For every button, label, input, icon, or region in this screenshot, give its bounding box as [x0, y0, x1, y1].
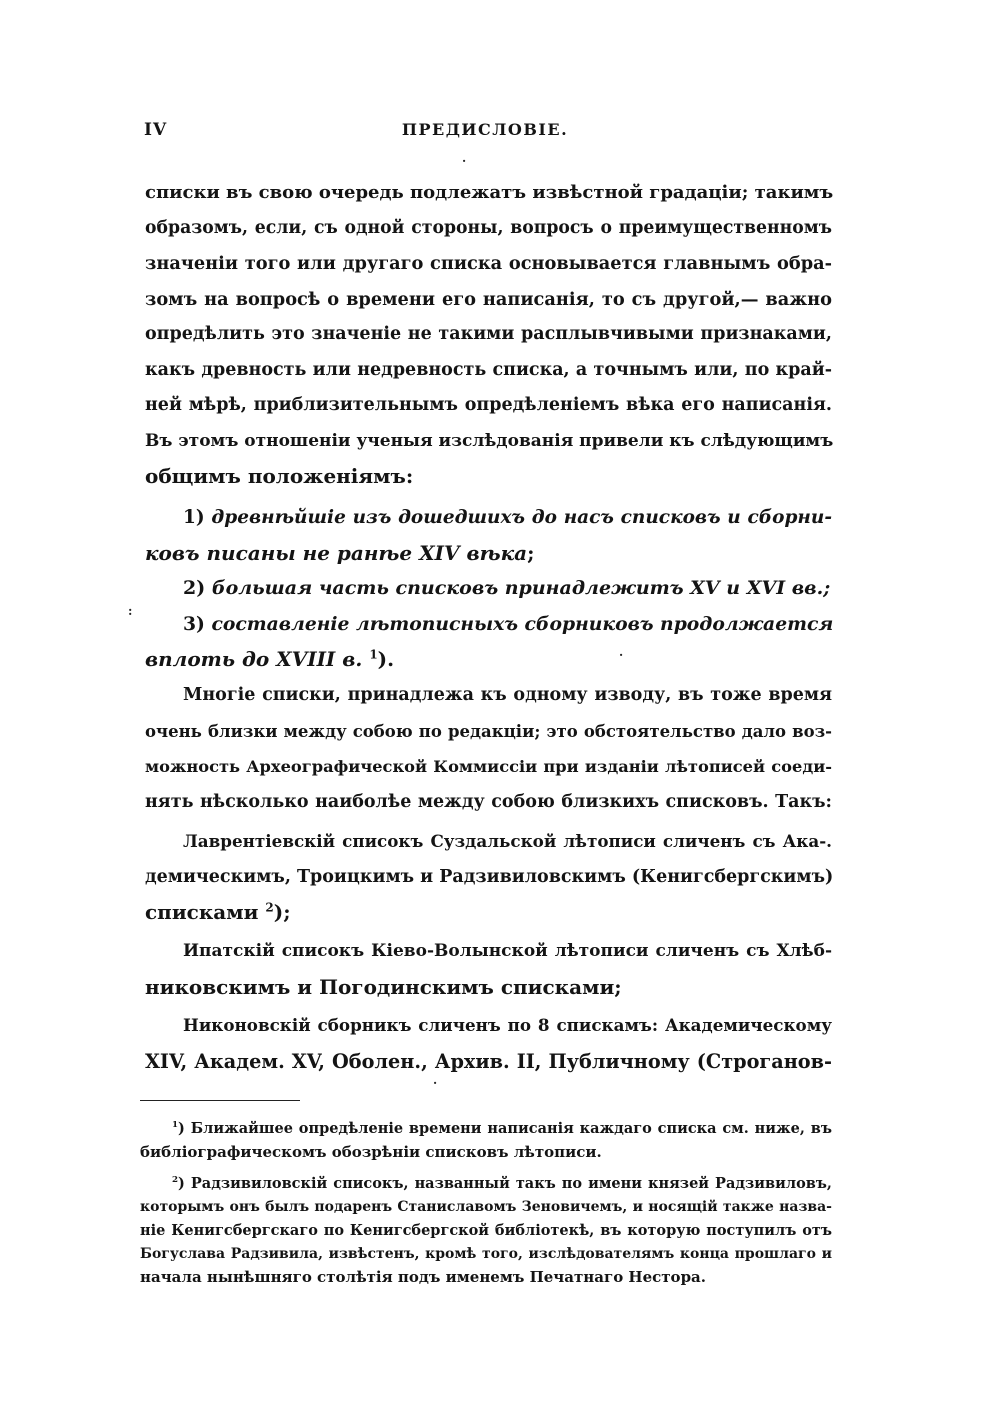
footnote-2-line: начала нынѣшняго столѣтія подъ именемъ Печатнаго Нестора. — [140, 1268, 706, 1286]
footnote-mark: 1 — [172, 1120, 179, 1131]
paragraph-5 — [145, 1008, 832, 1079]
footnote-1-line: библіографическомъ обозрѣніи списковъ лѣтописи. — [140, 1142, 602, 1161]
text-line: Въ этомъ отношеніи ученыя изслѣдованія привели къ слѣдующимъ — [145, 430, 834, 451]
footnote-2-line: которымъ онъ былъ подаренъ Станиславомъ Зеновичемъ, и носящій также назва- — [140, 1198, 832, 1215]
paragraph-1 — [145, 175, 832, 495]
text-line: Никоновскій сборникъ сличенъ по 8 спискамъ: Академическому — [183, 1015, 832, 1035]
running-header — [140, 120, 830, 150]
text-line: демическимъ, Троицкимъ и Радзивиловскимъ (Кенигсбергскимъ) — [145, 866, 834, 887]
text-line: ней мѣрѣ, приблизительнымъ опредѣленіемъ вѣка его написанія. — [145, 395, 832, 415]
list-item-3-line — [145, 642, 832, 678]
list-item-2-line — [145, 571, 832, 607]
list-item-text: составленіе лѣтописныхъ сборниковъ продолжается — [211, 612, 834, 635]
text-line: никовскимъ и Погодинскимъ списками; — [145, 974, 622, 999]
paragraph-3 — [145, 824, 832, 931]
list-item-punct: ; — [527, 540, 535, 565]
paragraph-4 — [145, 934, 832, 1005]
conclusions-list — [145, 500, 832, 678]
text-line: какъ древность или недревность списка, а точнымъ или, по край- — [145, 359, 832, 380]
footnote-divider — [140, 1100, 300, 1101]
text-line: нять нѣсколько наиболѣе между собою близкихъ списковъ. Такъ: — [145, 791, 832, 812]
ink-speck: · — [619, 648, 624, 662]
text-segment: ); — [273, 900, 291, 924]
text-line: очень близки между собою по редакціи; это обстоятельство дало воз- — [145, 721, 832, 741]
list-item-number: 2) — [183, 577, 206, 599]
list-item-text: большая часть списковъ принадлежитъ XV и XVI вв.; — [211, 577, 831, 599]
footnotes — [140, 1117, 832, 1290]
ink-speck: · — [462, 154, 467, 168]
text-line: Ипатскій списокъ Кіево-Волынской лѣтописи сличенъ съ Хлѣб- — [183, 941, 832, 961]
footnote-text: Радзивиловскій списокъ, названный такъ по имени князей Радзивиловъ, — [190, 1175, 832, 1192]
page-title: ПРЕДИСЛОВІЕ. — [401, 120, 569, 139]
text-line: можность Археографической Коммиссіи при изданіи лѣтописей соеди- — [145, 757, 832, 776]
ink-speck: · — [433, 1076, 438, 1090]
paragraph-2 — [145, 678, 832, 820]
list-item-number: 3) — [183, 612, 205, 635]
footnote-ref-2: 2 — [265, 900, 274, 915]
footnote-mark: 2 — [172, 1175, 179, 1186]
text-line: опредѣлить это значеніе не такими расплывчивыми признаками, — [145, 324, 832, 344]
text-line: Многіе списки, принадлежа къ одному изводу, въ тоже время — [183, 685, 832, 705]
text-line: общимъ положеніямъ: — [145, 464, 414, 488]
text-line: значеніи того или другаго списка основывается главнымъ обра- — [145, 253, 832, 274]
page-number: IV — [144, 120, 168, 140]
list-item-text: ковъ писаны не ранѣе XIV вѣка — [145, 540, 528, 565]
list-item-1-line — [145, 536, 832, 572]
list-item-1-line — [145, 500, 832, 536]
text-line: списки въ свою очередь подлежатъ извѣстной градаціи; такимъ — [145, 182, 834, 203]
text-line: Лаврентіевскій списокъ Суздальской лѣтописи сличенъ съ Ака-. — [183, 831, 832, 851]
text-line — [145, 895, 832, 931]
list-item-text: вплоть до XVIII в. — [145, 647, 363, 671]
footnote-text: Ближайшее опредѣленіе времени написанія каждаго списка см. ниже, въ — [190, 1120, 832, 1137]
text-line: образомъ, если, съ одной стороны, вопросъ о преимущественномъ — [145, 217, 832, 238]
footnote-2-line: Богуслава Радзивила, извѣстенъ, кромѣ того, изслѣдователямъ конца прошлаго и — [140, 1245, 832, 1262]
list-item-text: древнѣйшіе изъ дошедшихъ до насъ списковъ и сборни- — [211, 507, 832, 528]
list-item-punct: ). — [377, 647, 395, 671]
footnote-ref-1: 1 — [369, 647, 378, 662]
text-segment: списками — [145, 900, 259, 924]
footnote-2-line: ніе Кенигсбергскаго по Кенигсбергской библіотекѣ, въ которую поступилъ отъ — [140, 1222, 832, 1239]
text-line: XIV, Академ. XV, Оболен., Архив. II, Публичному (Строганов- — [145, 1049, 832, 1073]
list-item-number: 1) — [183, 507, 205, 528]
footnote-2-line: $^2$) Радзивиловскій списокъ, названный такъ по имени князей Радзивиловъ, — [172, 1175, 832, 1192]
text-line: зомъ на вопросѣ о времени его написанія, то съ другой,— важно — [145, 288, 832, 310]
footnote-1-line: $^1$) Ближайшее опредѣленіе времени написанія каждаго списка см. ниже, въ — [172, 1120, 832, 1137]
list-item-3-line — [145, 607, 832, 643]
ink-speck: : — [128, 604, 133, 618]
